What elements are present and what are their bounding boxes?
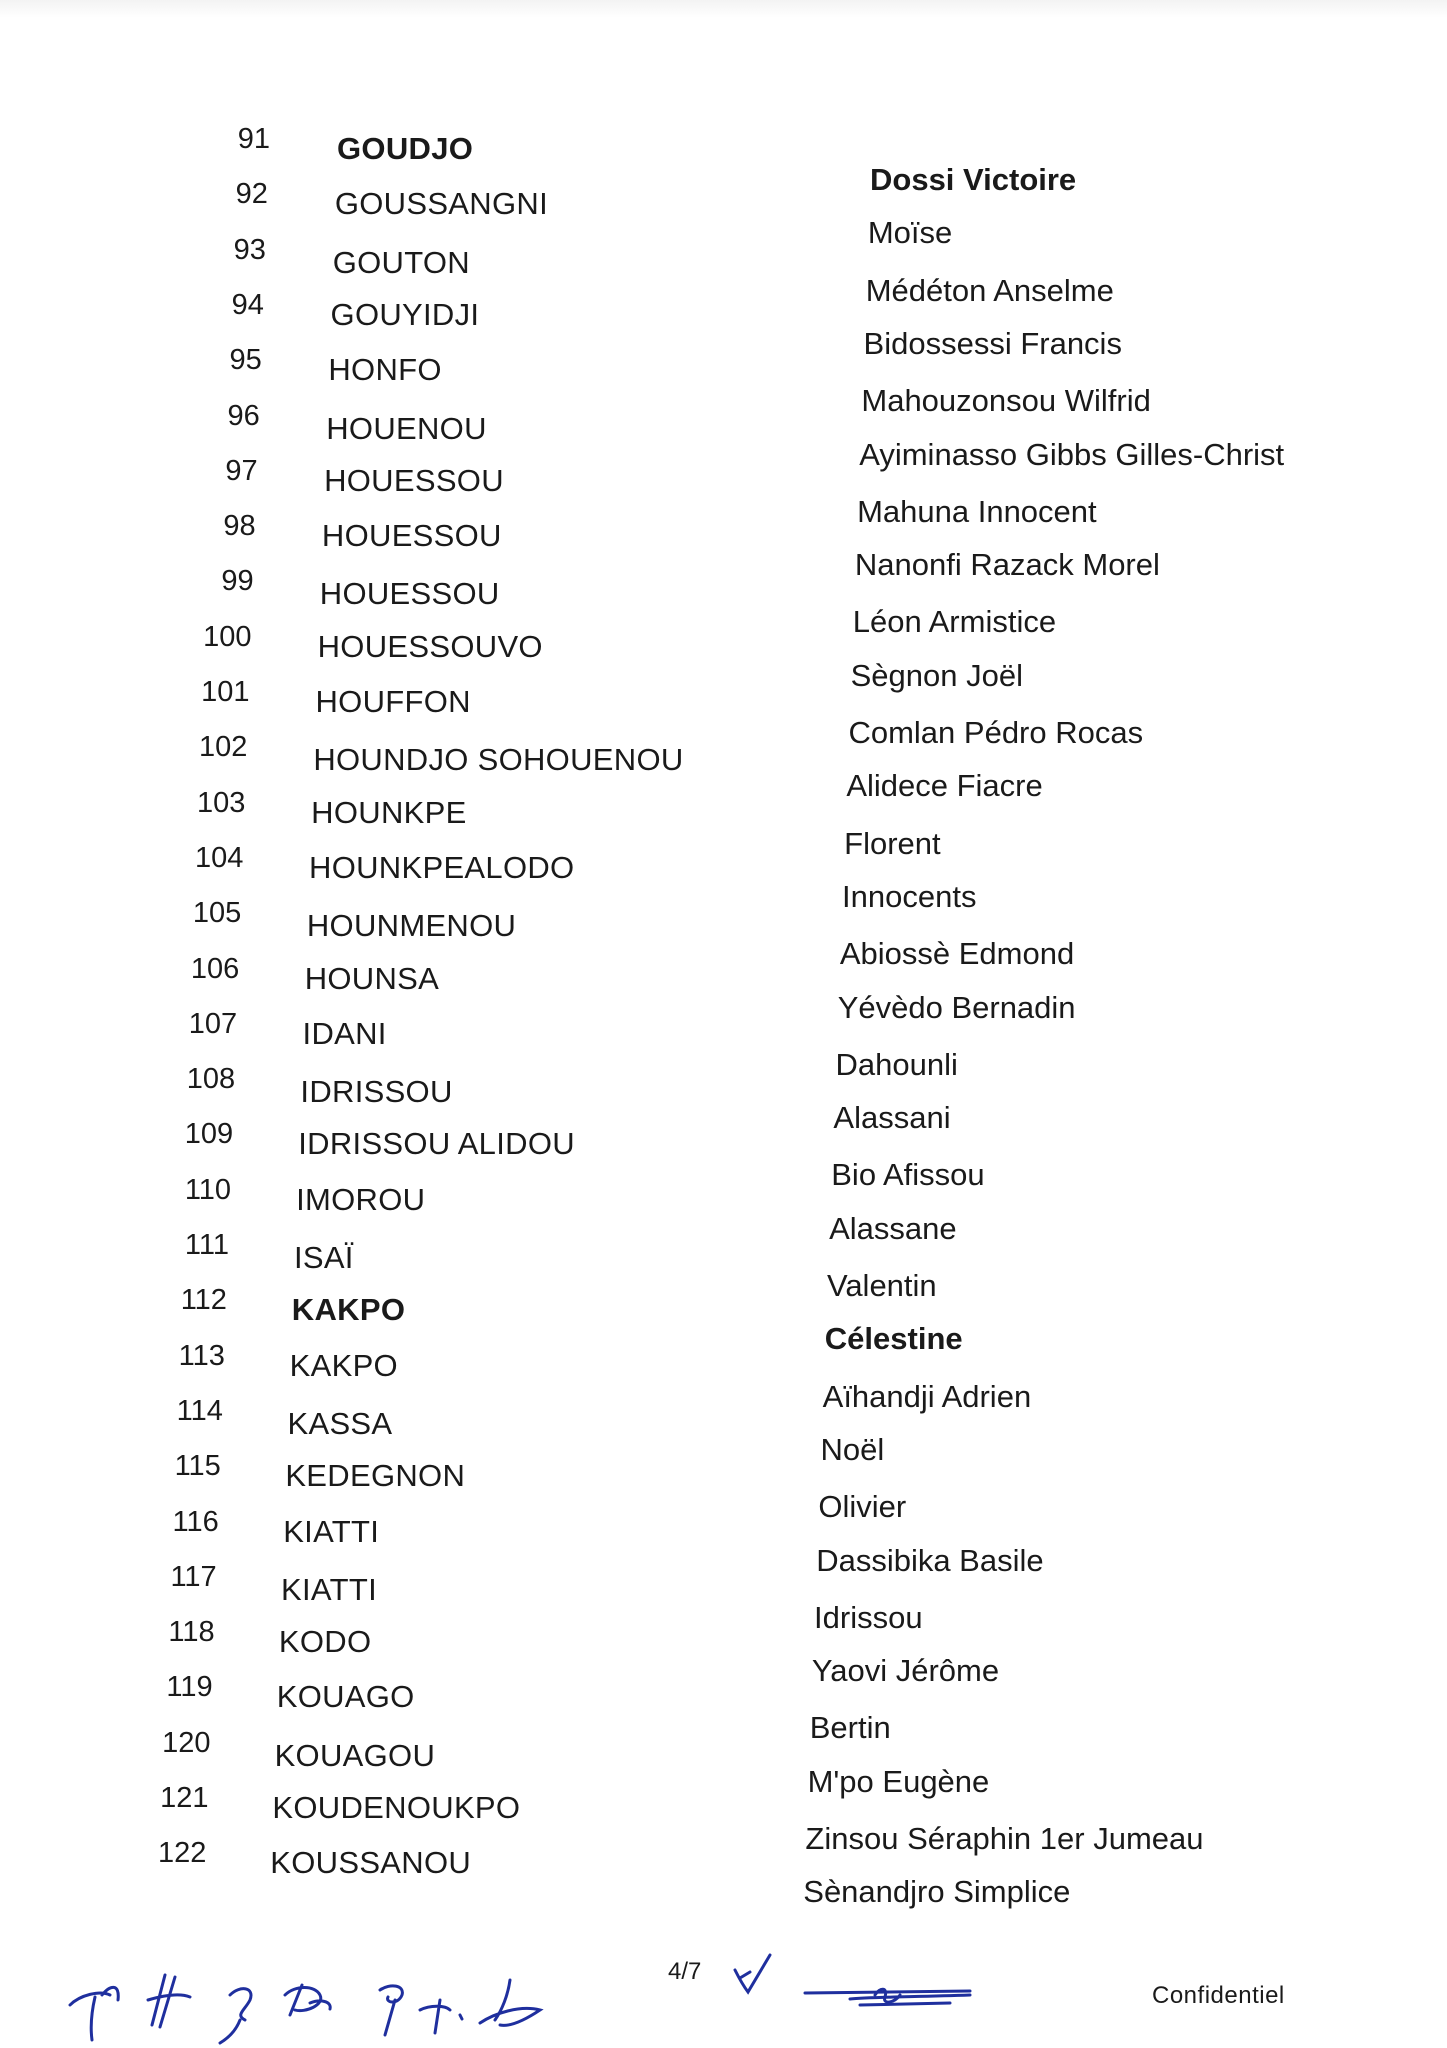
surname-cell: HOUFFON: [315, 684, 471, 719]
surname-cell: KASSA: [287, 1405, 393, 1441]
surname-cell: IMOROU: [296, 1181, 426, 1217]
surname-cell: KODO: [278, 1624, 372, 1660]
row-number: 92: [235, 178, 268, 211]
surname-cell: HOUESSOUVO: [317, 628, 543, 664]
given-names-cell: M'po Eugène: [807, 1763, 990, 1799]
given-names-cell: Noël: [820, 1431, 885, 1467]
given-names-cell: Alassane: [829, 1210, 957, 1246]
given-names-cell: Mahuna Innocent: [857, 493, 1097, 529]
given-names-cell: Sègnon Joël: [850, 657, 1023, 693]
surname-cell: HOUNSA: [304, 960, 440, 996]
given-names-cell: Moïse: [867, 215, 953, 251]
row-number: 122: [158, 1837, 207, 1870]
surname-cell: IDANI: [302, 1015, 387, 1051]
row-number: 113: [178, 1339, 225, 1372]
given-names-cell: Dassibika Basile: [816, 1542, 1044, 1578]
row-number: 118: [168, 1616, 215, 1649]
surname-cell: GOUYIDJI: [330, 296, 480, 332]
surname-cell: KAKPO: [289, 1347, 398, 1383]
surname-cell: HOUNMENOU: [306, 908, 517, 944]
given-names-cell: Innocents: [842, 878, 977, 914]
given-names-cell: Bertin: [809, 1710, 891, 1746]
row-number: 111: [184, 1229, 229, 1261]
surname-cell: KIATTI: [281, 1571, 377, 1607]
handwritten-mark: [730, 1950, 780, 2000]
row-number: 107: [188, 1007, 238, 1040]
given-names-cell: Alidece Fiacre: [846, 768, 1043, 804]
surname-cell: HOUNKPEALODO: [309, 849, 575, 885]
row-number: 121: [160, 1782, 209, 1814]
row-number: 108: [186, 1063, 236, 1096]
row-number: 109: [184, 1118, 234, 1151]
row-number: 116: [172, 1505, 219, 1538]
surname-cell: HOUESSOU: [319, 576, 500, 612]
row-number: 93: [233, 233, 266, 266]
given-names-cell: Bio Afissou: [831, 1157, 985, 1193]
row-number: 102: [199, 731, 248, 764]
surname-cell: ISAÏ: [293, 1240, 354, 1275]
row-number: 112: [180, 1284, 227, 1317]
given-names-cell: Comlan Pédro Rocas: [848, 715, 1144, 750]
given-names-cell: Zinsou Séraphin 1er Jumeau: [805, 1821, 1204, 1856]
given-names-cell: Ayiminasso Gibbs Gilles-Christ: [859, 436, 1285, 472]
given-names-cell: Célestine: [824, 1321, 963, 1357]
page-number: 4/7: [668, 1958, 702, 1985]
given-names-cell: Abiossè Edmond: [839, 936, 1075, 972]
given-names-cell: Mahouzonsou Wilfrid: [861, 383, 1151, 419]
row-number: 114: [176, 1394, 223, 1427]
handwritten-initials: [40, 1955, 600, 2045]
row-number: 97: [225, 454, 258, 487]
confidential-label: Confidentiel: [1152, 1982, 1285, 2009]
surname-cell: KIATTI: [283, 1513, 380, 1549]
row-number: 104: [194, 841, 244, 874]
given-names-cell: Alassani: [833, 1100, 951, 1136]
given-names-cell: Yaovi Jérôme: [811, 1653, 1000, 1689]
row-number: 98: [223, 510, 256, 543]
given-names-cell: Dahounli: [835, 1046, 958, 1082]
given-names-cell: Médéton Anselme: [865, 272, 1114, 308]
surname-cell: KOUAGO: [276, 1679, 415, 1715]
row-number: 120: [162, 1726, 211, 1759]
surname-cell: GOUDJO: [337, 131, 474, 166]
given-names-cell: Bidossessi Francis: [863, 325, 1122, 361]
given-names-cell: Florent: [844, 825, 941, 861]
surname-cell: IDRISSOU: [300, 1074, 453, 1110]
surname-cell: KOUAGOU: [274, 1737, 436, 1773]
surname-cell: GOUSSANGNI: [334, 186, 548, 222]
row-number: 100: [203, 620, 252, 653]
row-number: 94: [231, 288, 264, 321]
surname-cell: HONFO: [328, 352, 442, 388]
row-number: 95: [229, 344, 262, 377]
surname-cell: HOUNDJO SOHOUENOU: [313, 742, 684, 778]
row-number: 105: [192, 897, 242, 930]
given-names-cell: Yévèdo Bernadin: [837, 989, 1076, 1025]
surname-cell: KOUSSANOU: [270, 1845, 472, 1881]
given-names-cell: Nanonfi Razack Morel: [854, 547, 1160, 583]
row-number: 91: [237, 123, 270, 155]
surname-cell: GOUTON: [332, 244, 470, 280]
surname-cell: HOUESSOU: [324, 462, 504, 498]
surname-cell: HOUNKPE: [311, 794, 467, 830]
row-number: 117: [170, 1560, 217, 1593]
row-number: 96: [227, 399, 260, 432]
given-names-cell: Sènandjro Simplice: [803, 1874, 1071, 1910]
handwritten-signature: [800, 1975, 1000, 2015]
given-names-cell: Dossi Victoire: [870, 162, 1077, 197]
given-names-cell: Idrissou: [814, 1599, 923, 1635]
surname-cell: HOUESSOU: [321, 518, 502, 554]
row-number: 103: [197, 786, 246, 819]
row-number: 99: [221, 565, 254, 598]
surname-cell: KEDEGNON: [285, 1458, 466, 1494]
surname-cell: KAKPO: [291, 1292, 406, 1328]
given-names-cell: Olivier: [818, 1489, 907, 1525]
row-number: 106: [190, 952, 240, 985]
surname-cell: HOUENOU: [326, 410, 487, 446]
row-number: 119: [166, 1671, 213, 1704]
row-number: 115: [174, 1450, 221, 1483]
surname-cell: IDRISSOU ALIDOU: [298, 1126, 575, 1162]
given-names-cell: Valentin: [826, 1268, 937, 1303]
given-names-cell: Aïhandji Adrien: [822, 1378, 1032, 1414]
surname-cell: KOUDENOUKPO: [272, 1790, 521, 1825]
given-names-cell: Léon Armistice: [852, 604, 1057, 640]
row-number: 101: [201, 676, 250, 708]
row-number: 110: [184, 1173, 232, 1206]
